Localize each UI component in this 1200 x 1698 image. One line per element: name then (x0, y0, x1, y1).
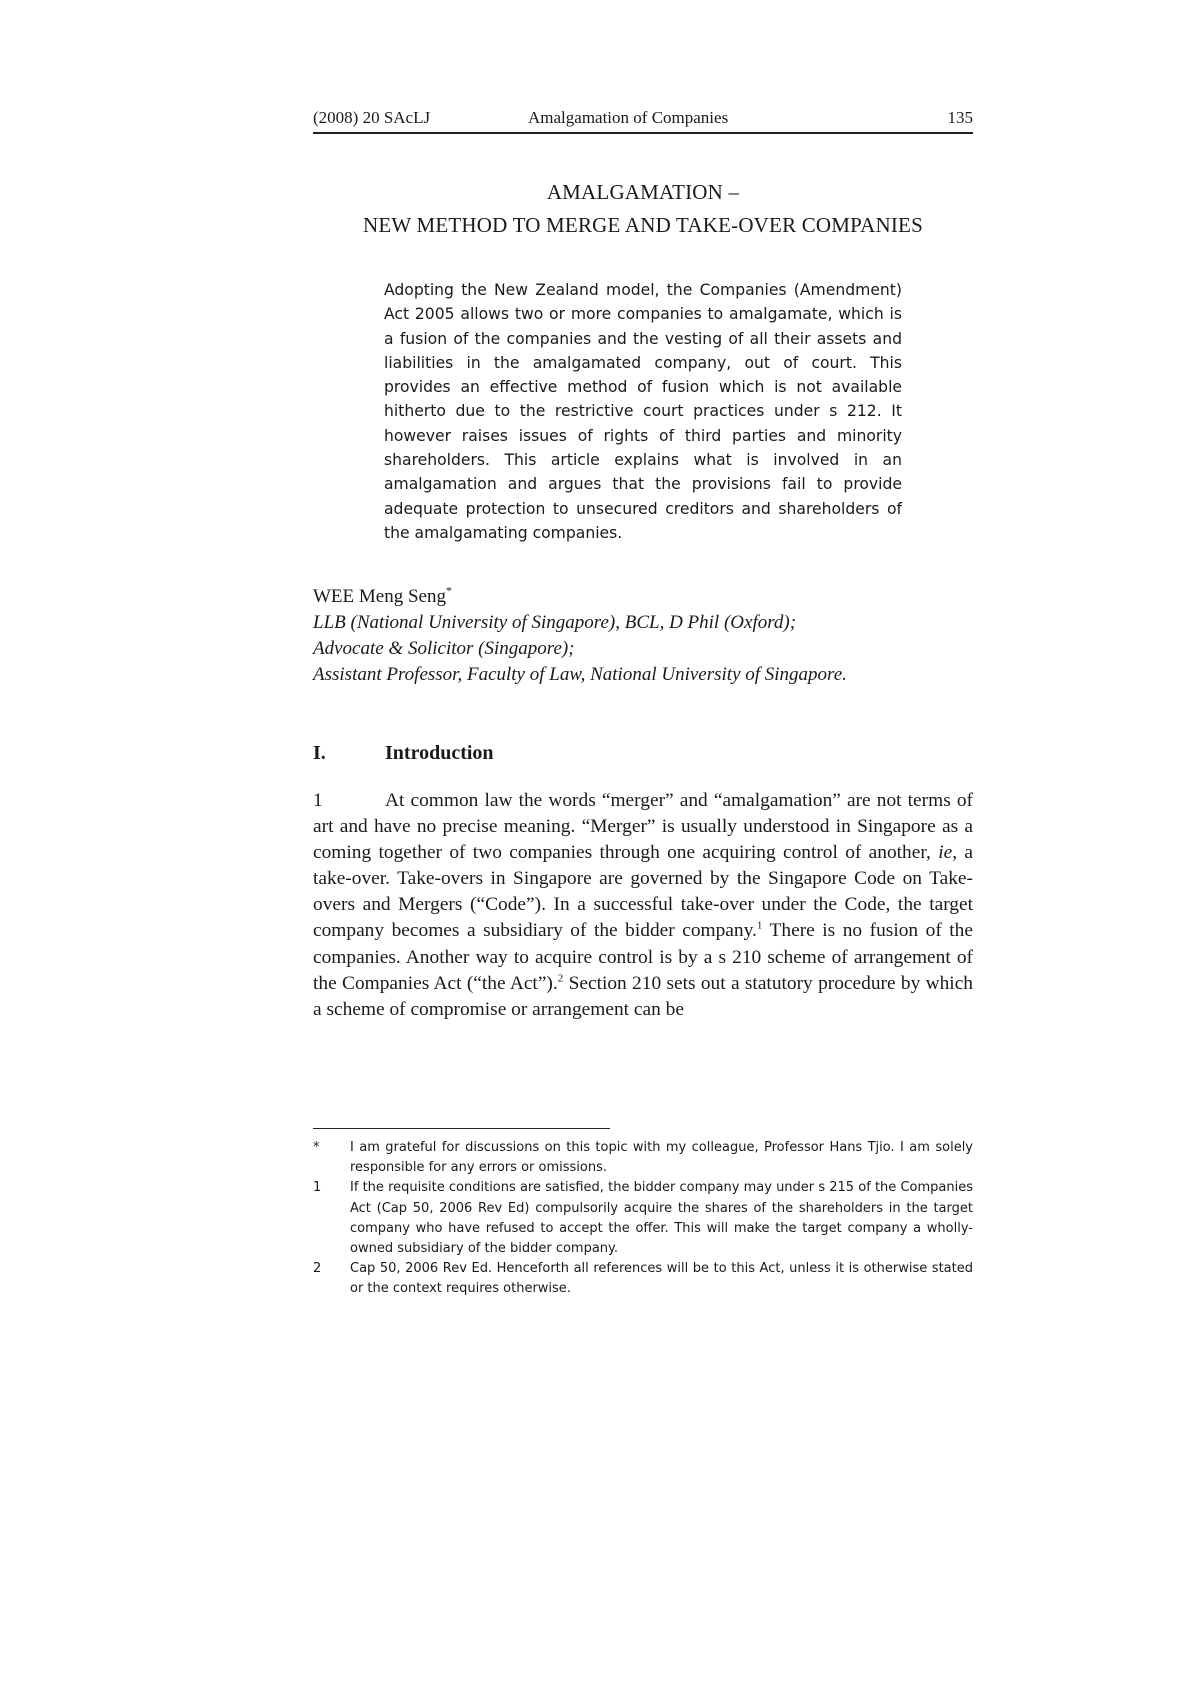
title-line-2: NEW METHOD TO MERGE AND TAKE-OVER COMPANIES (363, 213, 923, 237)
paragraph-number: 1 (313, 790, 323, 811)
section-number: I. (313, 742, 326, 764)
author-name-line (313, 584, 973, 610)
footnote-ref-1[interactable]: 1 (756, 920, 763, 932)
running-header (313, 108, 973, 134)
footnote-mark: 2 (313, 1261, 322, 1277)
footnote (313, 1259, 973, 1299)
journal-citation: (2008) 20 SAcLJ (313, 108, 431, 127)
author-credential: Assistant Professor, Faculty of Law, National University of Singapore. (313, 664, 847, 685)
footnote (313, 1178, 973, 1259)
title-line-1: AMALGAMATION – (546, 180, 740, 204)
footnote-text: Cap 50, 2006 Rev Ed. Henceforth all references will be to this Act, unless it is otherwise stated or the context requires otherwise. (350, 1261, 973, 1297)
footnote-text: If the requisite conditions are satisfied, the bidder company may under s 215 of the Companies Act (Cap 50, 2006 Rev Ed) compulsorily acquire the shares of the shareholders in the target company who have refused to accept the offer. This will make the target company a wholly-owned subsidiary of the bidder company. (350, 1180, 973, 1257)
author-credential: LLB (National University of Singapore), BCL, D Phil (Oxford); (313, 612, 797, 633)
section-title: Introduction (385, 742, 494, 764)
author-footnote-mark[interactable]: * (445, 583, 452, 598)
footnote (313, 1138, 973, 1178)
footnote-mark: 1 (313, 1180, 322, 1196)
body-paragraph (313, 788, 973, 1023)
paragraph-text: , a take-over. Take-overs in Singapore are governed by the Singapore Code on Take-overs and Mergers (“Code”). In a successful take-over under the Code, the target company becomes a subsidiary of the bidder company. (313, 842, 973, 942)
paragraph-text: There is no fusion of the companies. Another way to acquire control is by a s 210 scheme of arrangement of the Companies Act (“the Act”). (313, 920, 973, 994)
footnote-ref-2[interactable]: 2 (557, 972, 564, 985)
author-name: WEE Meng Seng (313, 586, 446, 607)
paragraph-text: At common law the words “merger” and “amalgamation” are not terms of art and have no precise meaning. “Merger” is usually understood in Singapore as a coming together of two companies through one acquiring control of another, (313, 790, 973, 864)
footnote-text: I am grateful for discussions on this topic with my colleague, Professor Hans Tjio. I am solely responsible for any errors or omissions. (350, 1140, 973, 1176)
running-title: Amalgamation of Companies (528, 108, 729, 127)
paragraph-text: Section 210 sets out a statutory procedure by which a scheme of compromise or arrangement can be (313, 972, 974, 1020)
footnotes (313, 1138, 973, 1300)
footnote-separator (313, 1128, 610, 1129)
footnote-mark: * (313, 1140, 320, 1155)
page-number: 135 (947, 108, 973, 127)
abstract: Adopting the New Zealand model, the Companies (Amendment) Act 2005 allows two or more companies to amalgamate, which is a fusion of the companies and the vesting of all their assets and liabilities in the amalgamated company, out of court. This provides an effective method of fusion which is not available hitherto due to the restrictive court practices under s 212. It however raises issues of rights of third parties and minority shareholders. This article explains what is involved in an amalgamation and argues that the provisions fail to provide adequate protection to unsecured creditors and shareholders of the amalgamating companies. (384, 281, 902, 542)
paragraph-emphasis: ie (938, 842, 953, 864)
article-title (313, 176, 973, 242)
author-credential: Advocate & Solicitor (Singapore); (313, 638, 575, 659)
author-block (313, 584, 973, 688)
